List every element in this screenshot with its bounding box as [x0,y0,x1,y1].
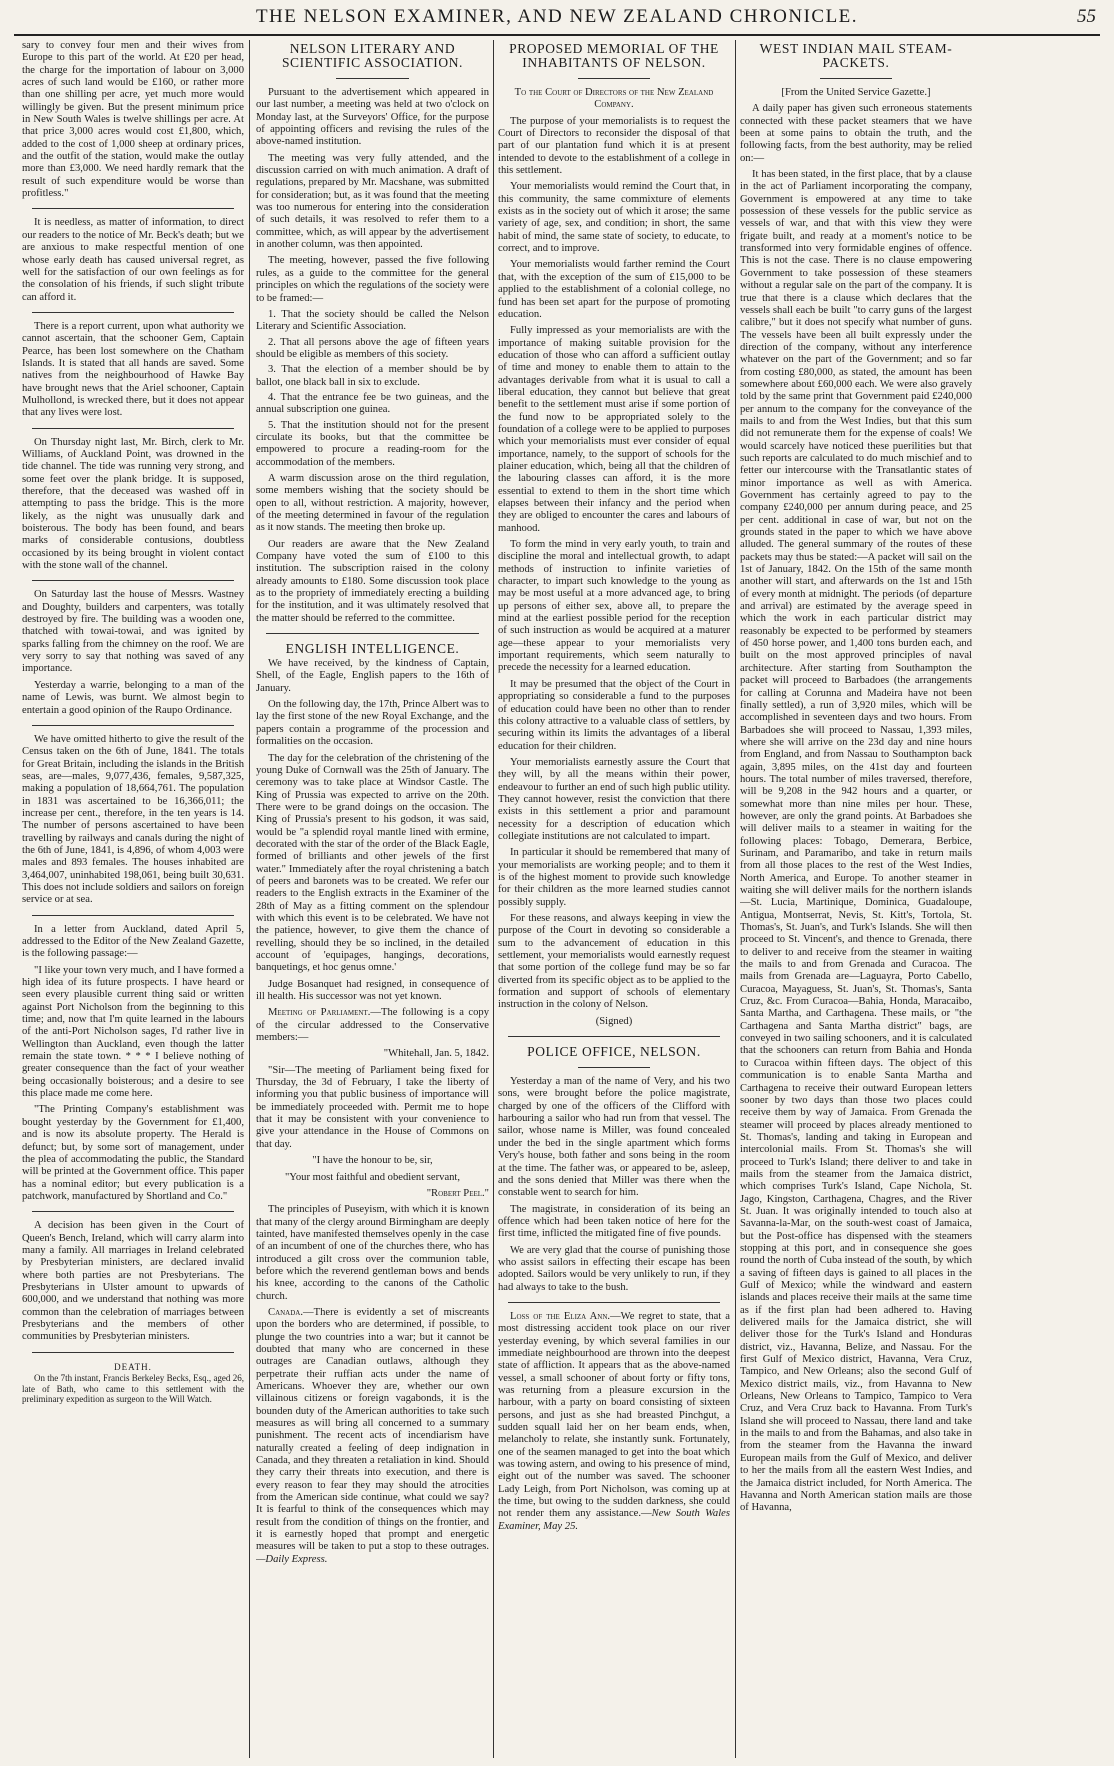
article-paragraph: The day for the celebration of the christening of the young Duke of Cornwall was the 25th of January. The ceremony was to take place at Windsor Castle. The King of Prussia was expected to arrive on the 20th. There were to be grand doings on the occasion. The King of Prussia's present to his godson, it was said, would be "a splendid royal mantle lined with ermine, decorated with the star of the order of the Black Eagle, formed of brilliants and other jewels of the first water." Immediately after the royal christening a batch of peers and baronets was to be created. We refer our readers to the English extracts in the Examiner of the 28th of May as a fitting comment on the splendour with which this event is to be celebrated. We have not the patience, however, to give them the chance of revelling, should they be so inclined, in the detailed account of 'equipages, hangings, decorations, banquetings, et hoc genus omne.' [256,752,489,974]
article-paragraph: "The Printing Company's establishment was bought yesterday by the Government for £1,400, and is now its absolute property. The Herald is defunct; but, by some sort of management, under the plea of accommodating the public, the Standard will be printed at the Government office. This paper has a nominal editor; but every publication is a patchwork, manufactured by Shortland and Co." [22,1104,244,1202]
death-notice: On the 7th instant, Francis Berkeley Becks, Esq., aged 26, late of Bath, who came to this settlement with the preliminary expedition as surgeon to the Will Watch. [22,1373,244,1404]
article-paragraph: For these reasons, and always keeping in view the purpose of the Court in devoting so considerable a sum to the advancement of education in this settlement, your memorialists would earnestly request that some portion of the college fund may be so far diverted from its specific object as to be applied to the formation and support of schools of elementary instruction in the colony of Nelson. [498,913,730,1011]
article-paragraph: We are very glad that the course of punishing those who assist sailors in effecting their escape has been adopted. Sailors would be very unlikely to run, if they had always to take to the bush. [498,1244,730,1293]
source-credit: —Daily Express. [256,1553,328,1565]
column-3 [498,40,730,1758]
article-paragraph: It has been stated, in the first place, that by a clause in the act of Parliament incorporating the company, Government is empowered at any time to take possession of these vessels for the public service as vessels of war, and that with this view they were frigate built, and ready at a moment's notice to be transformed into very formidable engines of offence. This is not the case. There is no clause empowering Government to take possession of these steamers without a regular sale on the part of the company. It is true that there is a clause which declares that the vessels shall each be built "to carry guns of the largest calibre," but it does not specify what number of guns. The vessels have been all built expressly under the direction of the company, without any interference whatever on the part of the Government; and so far from costing £80,000, as stated, the amount has been somewhere about £60,000 each. We were also gravely told by the same print that Government paid £240,000 per annum to the company for the conveyance of the mails to and from the West Indies, but that this sum did not remunerate them for the expense of coals! We would scarcely have noticed these puerilities but that such reports are calculated to do much mischief and to fetter our intercourse with the Transatlantic states of minor importance as well as with America. Government has certainly agreed to pay to the company £240,000 per annum during peace, and 25 per cent. additional in case of war, but not on the grounds stated in the paper to which we have above alluded. The general summary of the routes of these packets may thus be stated:—A packet will sail on the 1st of January, 1842. On the 15th of the same month another will start, and afterwards on the 1st and 15th of every month at midnight. The periods (of departure and arrival) are estimated by the average speed in which the work in each particular district may reasonably be expected to be performed by steamers of 450 horse power, and 1,400 tons burden each, and built on the most approved principles of naval architecture. After starting from Southampton the packet will proceed to Barbadoes (the arrangements for calling at Corunna and Madeira have not been finally settled), a run of 3,920 miles, which will be accomplished in seventeen days and two hours. From Barbadoes she will proceed to Nassau, 1,393 miles, where she will arrive on the 23d day and nine hours from England, and from Nassau to Southampton back again, 3,895 miles, on the 41st day and fourteen hours. The total number of miles traversed, therefore, will be 9,208 in the 942 hours and a quarter, or somewhat more than nine miles per hour. These, however, are only the grand points. At Barbadoes she will deliver mails to a steamer in waiting for the following places: Tobago, Demerara, Berbice, Surinam, and Paramaribo, and take in return mails from all those places to the rest of the West Indies, North America, and Europe. To another steamer in waiting she will deliver mails for the northern islands—St. Lucia, Martinique, Dominica, Guadaloupe, Antigua, Montserrat, Nevis, St. Kitt's, Tortola, St. Thomas's, St. Juan's, and Turk's Islands. She will then proceed to St. Vincent's, and thence to Grenada, there to deliver to and receive from the steamer in waiting the mails to and from Grenada and Curacoa. The mails from Grenada are—Laguayra, Porto Cabello, Curacoa, Mayaguess, St. Juan's, St. Thomas's, Santa Cruz, &c. From Curacoa—Bahia, Honda, Maracaibo, Santa Martha, and Carthagena. These mails, or "the Carthagena and Santa Martha district" bags, are conveyed in two sailing schooners, and it is calculated that the schooners can return from Bahia and Honda to Curacoa within fifteen days. The object of this communication is to enable Santa Martha and Carthagena to receive their outward European letters sooner by two days than those two places could receive them by way of Jamaica. From Grenada the steamer will proceed by places already mentioned to St. Thomas's, landing and taking in European and intercolonial mails. From St. Thomas's she will proceed to Turk's Island; there deliver to and take in mails from the steamer from the Jamaica district, which comprises Turk's Island, Cape Nichola, St. Jago, Kingston, Carthagena, Chagres, and the River St. Juan. It was originally intended to touch also at Savanna-la-Mar, on the south-west coast of Jamaica, but the Post-office has dispensed with the steamers stopping at this port, and in consequence she goes round the north of Cuba instead of the south, by which a saving of fifteen days is gained to all places in the Gulf of Mexico; while the windward and eastern islands and places receive their mails at the same time as if the first plan had been adhered to. Having delivered mails for the Jamaica district, she will deliver those for the Turk's Island and Honduras district, viz., Havanna, Belize, and Nassau. For the first Gulf of Mexico district, Havanna, Vera Cruz, Tampico, and New Orleans; also the second Gulf of Mexico district mails, viz., from Havanna to New Orleans, New Orleans to Tampico, Tampico to Vera Cruz, and Vera Cruz back to Havanna. From Turk's Island she will proceed to Nassau, there land and take in the mails to and from the Bahamas, and also take in from the steamer from the Havanna the inward European mails from the Gulf of Mexico, and deliver to her the mails from all the eastern West Indies, and the Jamaica district included, for North America. The Havanna and North American station mails are those of Havanna, [740,169,972,1514]
rule-item: 5. That the institution should not for the present circulate its books, but that the committee be empowered to procure a reading-room for the accommodation of the members. [256,419,489,468]
article-paragraph: A daily paper has given such erroneous statements connected with these packet steamers that we have been at some pains to obtain the truth, and the following facts, from the best authority, may be relied on:— [740,103,972,164]
article-paragraph: In particular it should be remembered that many of your memorialists are working people; and to them it is of the highest moment to provide such knowledge for their children as the more learned studies cannot possibly supply. [498,847,730,908]
article-paragraph: Your memorialists would remind the Court that, in this community, the same commixture of elements exists as in the society out of which it arose; the same variety of age, sex, and condition; in short, the same habit of mind, the same state of society, to educate, to correct, and to improve. [498,181,730,255]
article-paragraph: "I like your town very much, and I have formed a high idea of its future prospects. I have heard or seen every plausible current thing said or written against Port Nicholson from the beginning to this time; and, now that I'm quite learned in the labours of the anti-Port Nicholson sages, I'd rather live in Wellington than Auckland, even though the latter remain the state town. * * * I believe nothing of greater consequence than the fact of your weather being occasionally boisterous; and a desire to see this place made me come here. [22,964,244,1100]
article-paragraph: Judge Bosanquet had resigned, in consequence of ill health. His successor was not yet known. [256,978,489,1003]
rule-item: 3. That the election of a member should be by ballot, one black ball in six to exclude. [256,364,489,388]
section-label: Canada. [268,1306,303,1318]
article-paragraph: Loss of the Eliza Ann.—We regret to state, that a most distressing accident took place on our river yesterday evening, by which several families in our immediate neighbourhood are thrown into the deepest state of affliction. It appears that as the above-named vessel, a small schooner of about forty or fifty tons, was returning from a pleasure excursion in the harbour, with a party on board consisting of sixteen persons, and just as she had breasted Pinchgut, a sudden squall laid her on her beam ends, when, melancholy to relate, she instantly sunk. Fortunately, one of the seamen managed to get into the boat which was towing astern, and owing to his presence of mind, eight out of the number was saved. The schooner Lady Leigh, from Port Nicholson, was coming up at the time, but owing to the sudden darkness, she could not render them any assistance.—New South Wales Examiner, May 25. [498,1310,730,1532]
header-rule [14,34,1100,36]
page-number: 55 [1077,6,1096,27]
article-paragraph: The principles of Puseyism, with which it is known that many of the clergy around Birmingham are deeply tainted, have manifested themselves openly in the case of an incumbent of one of the churches there, who has introduced a gilt cross over the communion table, before which the reverend gentleman bows and bends his knee, according to the canons of the Catholic church. [256,1204,489,1302]
column-1 [22,40,244,1758]
article-separator [336,78,409,79]
article-separator [820,78,892,79]
article-paragraph: To form the mind in very early youth, to train and discipline the moral and intellectual growth, to adapt methods of instruction to infinite varieties of character, to impart such knowledge to the young as may be most useful at a more advanced age, to bring up persons of either sex, above all, to prepare the mind at the earliest possible period for the reception of such instruction as would be acquired at a maturer age—these appear to your memorialists very important requirements, which seem naturally to precede the necessity for a learned education. [498,539,730,674]
rules-list [256,309,489,469]
article-paragraph: Fully impressed as your memorialists are with the importance of making suitable provision for the education of those who can afford a sufficient outlay of time and money to enable them to attain to the advantages derivable from what it is usual to call a liberal education, they cannot but believe that great benefit to the settlement must arise if some portion of the fund now to be appropriated solely to the foundation of a college were to be applied to purposes which your memorialists must ever consider of equal importance, namely, to the support of schools for the plainer education, which, being all that the children of the labouring classes can afford, it is the more essential to extend to them in the short time which elapses between their infancy and the period when they are obliged to encounter the cares and labours of manhood. [498,325,730,534]
article-separator [266,633,479,634]
rule-item: 1. That the society should be called the Nelson Literary and Scientific Association. [256,308,489,333]
article-paragraph: sary to convey four men and their wives from Europe to this part of the world. At £20 per head, the charge for the importation of labour on 3,000 acres of such land would be £160, or rather more than one shilling per acre, yet much more would willingly be given. But the present minimum price in New South Wales is twelve shillings per acre. At that price 3,000 acres would cost £1,800, which, added to the cost of 1,000 sheep at ordinary prices, and the outfit of the station, would make the outlay more than £3,000. We need hardly remark that the result of such expenditure would be worse than profitless." [22,40,244,200]
article-paragraph: It is needless, as matter of information, to direct our readers to the notice of Mr. Beck's death; but we are anxious to make respectful mention of one whose early death has caused universal regret, as well for the satisfaction of our own feelings as for the consolation of his friends, if such slight tribute can afford it. [22,217,244,303]
article-paragraph: Yesterday a warrie, belonging to a man of the name of Lewis, was burnt. We almost begin to entertain a good opinion of the Raupo Ordinance. [22,679,244,716]
article-paragraph: The meeting was very fully attended, and the discussion carried on with much animation. A draft of regulations, prepared by Mr. Macshane, was submitted for consideration; but, as it was found that the meeting was too numerous for entering into the consideration of such details, it was resolved to refer them to a committee, which, as will appear by the advertisement in another column, was then appointed. [256,152,489,251]
rule-item: 2. That all persons above the age of fifteen years should be eligible as members of this society. [256,336,489,360]
article-paragraph: In a letter from Auckland, dated April 5, addressed to the Editor of the New Zealand Gazette, is the following passage:— [22,923,244,960]
article-separator [32,580,234,581]
column-2 [256,40,489,1758]
article-paragraph: On Saturday last the house of Messrs. Wastney and Doughty, builders and carpenters, was totally destroyed by fire. The building was a wooden one, thatched with towai-towai, and was ignited by sparks falling from the chimney on the roof. We are very sorry to say that nothing was saved of any importance. [22,589,244,675]
article-paragraph: On the following day, the 17th, Prince Albert was to lay the first stone of the new Royal Exchange, and the papers contain a programme of the procession and formalities on the occasion. [256,699,489,748]
article-separator [32,1352,234,1353]
article-paragraph: Pursuant to the advertisement which appeared in our last number, a meeting was held at two o'clock on Monday last, at the Surveyors' Office, for the purpose of appointing officers and revising the rules of the above-named institution. [256,87,489,148]
letter-dateline: "Whitehall, Jan. 5, 1842. [383,1048,489,1060]
article-separator [508,1302,720,1303]
article-paragraph: We have omitted hitherto to give the result of the Census taken on the 6th of June, 1841. The totals for Great Britain, including the islands in the British seas, are—males, 9,077,436, females, 9,587,325, making a population of 18,664,761. The population in 1831 was ascertained to be 16,366,011; the increase per cent., therefore, in the ten years is 14. The number of persons ascertained to have been travelling by railways and canals during the night of the 6th of June, 1841, is 4,896, of whom 4,003 were males and 893 females. The houses inhabited are 3,464,007, uninhabited 198,061, being built 30,631. This does not include soldiers and sailors on foreign service or at sea. [22,733,244,906]
letter-signature: "Robert Peel." [426,1187,489,1199]
article-paragraph: The meeting, however, passed the five following rules, as a guide to the committee for the general principles on which the regulations of the society were to be framed:— [256,255,489,304]
page-header [0,0,1114,34]
article-paragraph: On Thursday night last, Mr. Birch, clerk to Mr. Williams, of Auckland Point, was drowned in the tide channel. The tide was running very strong, and some feet over the plank bridge. It is supposed, therefore, that the deceased was washed off in attempting to pass the bridge. This is the more likely, as the night was unusually dark and boisterous. The body has been found, and bears marks of considerable contusions, doubtless occasioned by its being brought in violent contact with the stone wall of the channel. [22,436,244,572]
article-paragraph: Yesterday a man of the name of Very, and his two sons, were brought before the police magistrate, charged by one of the officers of the Clifford with harbouring a sailor who had run from that vessel. The sailor, whose name is Miller, was found concealed under the bed in the single apartment which forms Very's house, both father and sons being in the room at the time. The father was, or appeared to be, asleep, and the sons denied that Miller was there when the constable went to search for him. [498,1076,730,1199]
article-separator [578,78,650,79]
section-label: Meeting of Parliament. [268,1007,371,1019]
article-paragraph: Canada.—There is evidently a set of miscreants upon the borders who are determined, if possible, to plunge the two countries into a war; but it cannot be doubted that many who are concerned in these outrages are Canadian outlaws, although they perpetrate their ruffian acts under the name of Americans. Whoever they are, whether our own villainous citizens or foreign vagabonds, it is the bounden duty of the American authorities to take such measures as will bring all concerned to a summary punishment. The recent acts of incendiarism have naturally created a feeling of deep indignation in Canada, and they threaten a retaliation in kind. Should they carry their threats into execution, and there is every reason to fear they may should the atrocities from the American side continue, what could we say? It is fearful to think of the consequences which may result from the condition of things on the frontier, and it is earnestly hoped that prompt and energetic measures will be taken to put a stop to these outrages.—Daily Express. [256,1306,489,1565]
source-credit: New South Wales Examiner, May 25. [498,1508,730,1532]
article-separator [32,208,234,209]
article-separator [32,915,234,916]
article-paragraph: It may be presumed that the object of the Court in appropriating so considerable a fund to the purposes of education could have been no other than to render this colony attractive to a valuable class of settlers, by securing within its limits the advantages of a liberal education for their children. [498,678,730,752]
article-paragraph: Your memorialists would farther remind the Court that, with the exception of the sum of £15,000 to be applied to the establishment of a colonial college, no fund has been set apart for the purpose of promoting education. [498,259,730,320]
memorial-signed: (Signed) [595,1015,633,1027]
column-divider [493,40,494,1758]
article-paragraph: A warm discussion arose on the third regulation, some members wishing that the society should be open to all, without restriction. A majority, however, of the meeting determined in favour of the regulation as it now stands. The meeting then broke up. [256,472,489,534]
article-separator [32,725,234,726]
article-heading: ENGLISH INTELLIGENCE. [285,641,460,657]
article-separator [32,1211,234,1212]
section-label: Loss of the Eliza Ann. [510,1310,611,1322]
source-note: [From the United Service Gazette.] [781,87,931,98]
letter-closing: "Your most faithful and obedient servant, [284,1171,461,1183]
memorial-addressee: To the Court of Directors of the New Zealand Company. [514,87,714,111]
article-paragraph: The magistrate, in consideration of its being an offence which had been taken notice of here for the first time, inflicted the mitigated fine of five pounds. [498,1203,730,1240]
article-paragraph: Our readers are aware that the New Zealand Company have voted the sum of £100 to this institution. The subscription raised in the colony already amounts to £180. Some discussion took place as to the propriety of immediately erecting a building for the institution, and it was ultimately resolved that the matter should be referred to the committee. [256,538,489,624]
article-separator [32,428,234,429]
column-divider [249,40,250,1758]
article-paragraph: Your memorialists earnestly assure the Court that they will, by all the means within their power, endeavour to further an end of such high public utility. They cannot however, resist the conviction that there exists in this settlement a prior and paramount necessity for a description of education which collegiate institutions are not calculated to impart. [498,756,730,842]
article-separator [508,1036,720,1037]
article-heading: POLICE OFFICE, NELSON. [527,1044,701,1060]
article-paragraph: A decision has been given in the Court of Queen's Bench, Ireland, which will carry alarm into many a family. All marriages in Ireland celebrated by Presbyterian ministers, are declared invalid where both parties are not Presbyterians. The Presbyterians in Ulster amount to upwards of 600,000, and we understand that nothing was more common than the celebration of marriages between Presbyterians and the members of other communities by Presbyterian ministers. [22,1220,244,1343]
column-divider [735,40,736,1758]
article-heading: PROPOSED MEMORIAL OF THE INHABITANTS OF NELSON. [509,41,719,70]
article-paragraph: There is a report current, upon what authority we cannot ascertain, that the schooner Gem, Captain Pearce, has been lost somewhere on the Chatham Islands. It is stated that all hands are saved. Some natives from the neighbourhood of Hawke Bay have brought news that the Ariel schooner, Captain Mulhollond, is wrecked there, but it does not appear that any lives were lost. [22,320,244,419]
rule-item: 4. That the entrance fee be two guineas, and the annual subscription one guinea. [256,391,489,416]
death-notice-heading: DEATH. [114,1361,152,1372]
letter-closing: "I have the honour to be, sir, [312,1155,433,1167]
masthead-title: THE NELSON EXAMINER, AND NEW ZEALAND CHRONICLE. [255,6,859,27]
article-separator [32,312,234,313]
column-4 [740,40,972,1758]
article-paragraph: Meeting of Parliament.—The following is a copy of the circular addressed to the Conservative members:— [256,1007,489,1044]
letter-body: "Sir—The meeting of Parliament being fixed for Thursday, the 3d of February, I take the liberty of informing you that public business of importance will be immediately proceeded with. Permit me to hope that it may be consistent with your convenience to give your attendance in the House of Commons on that day. [256,1064,489,1150]
article-separator [578,1067,650,1068]
article-paragraph: We have received, by the kindness of Captain, Shell, of the Eagle, English papers to the 16th of January. [256,658,489,694]
article-paragraph: The purpose of your memorialists is to request the Court of Directors to reconsider the disposal of that part of our plantation fund which it is at present intended to devote to the establishment of a college in this settlement. [498,115,730,177]
article-heading: NELSON LITERARY AND SCIENTIFIC ASSOCIATION. [281,41,464,70]
article-heading: WEST INDIAN MAIL STEAM-PACKETS. [759,41,953,70]
